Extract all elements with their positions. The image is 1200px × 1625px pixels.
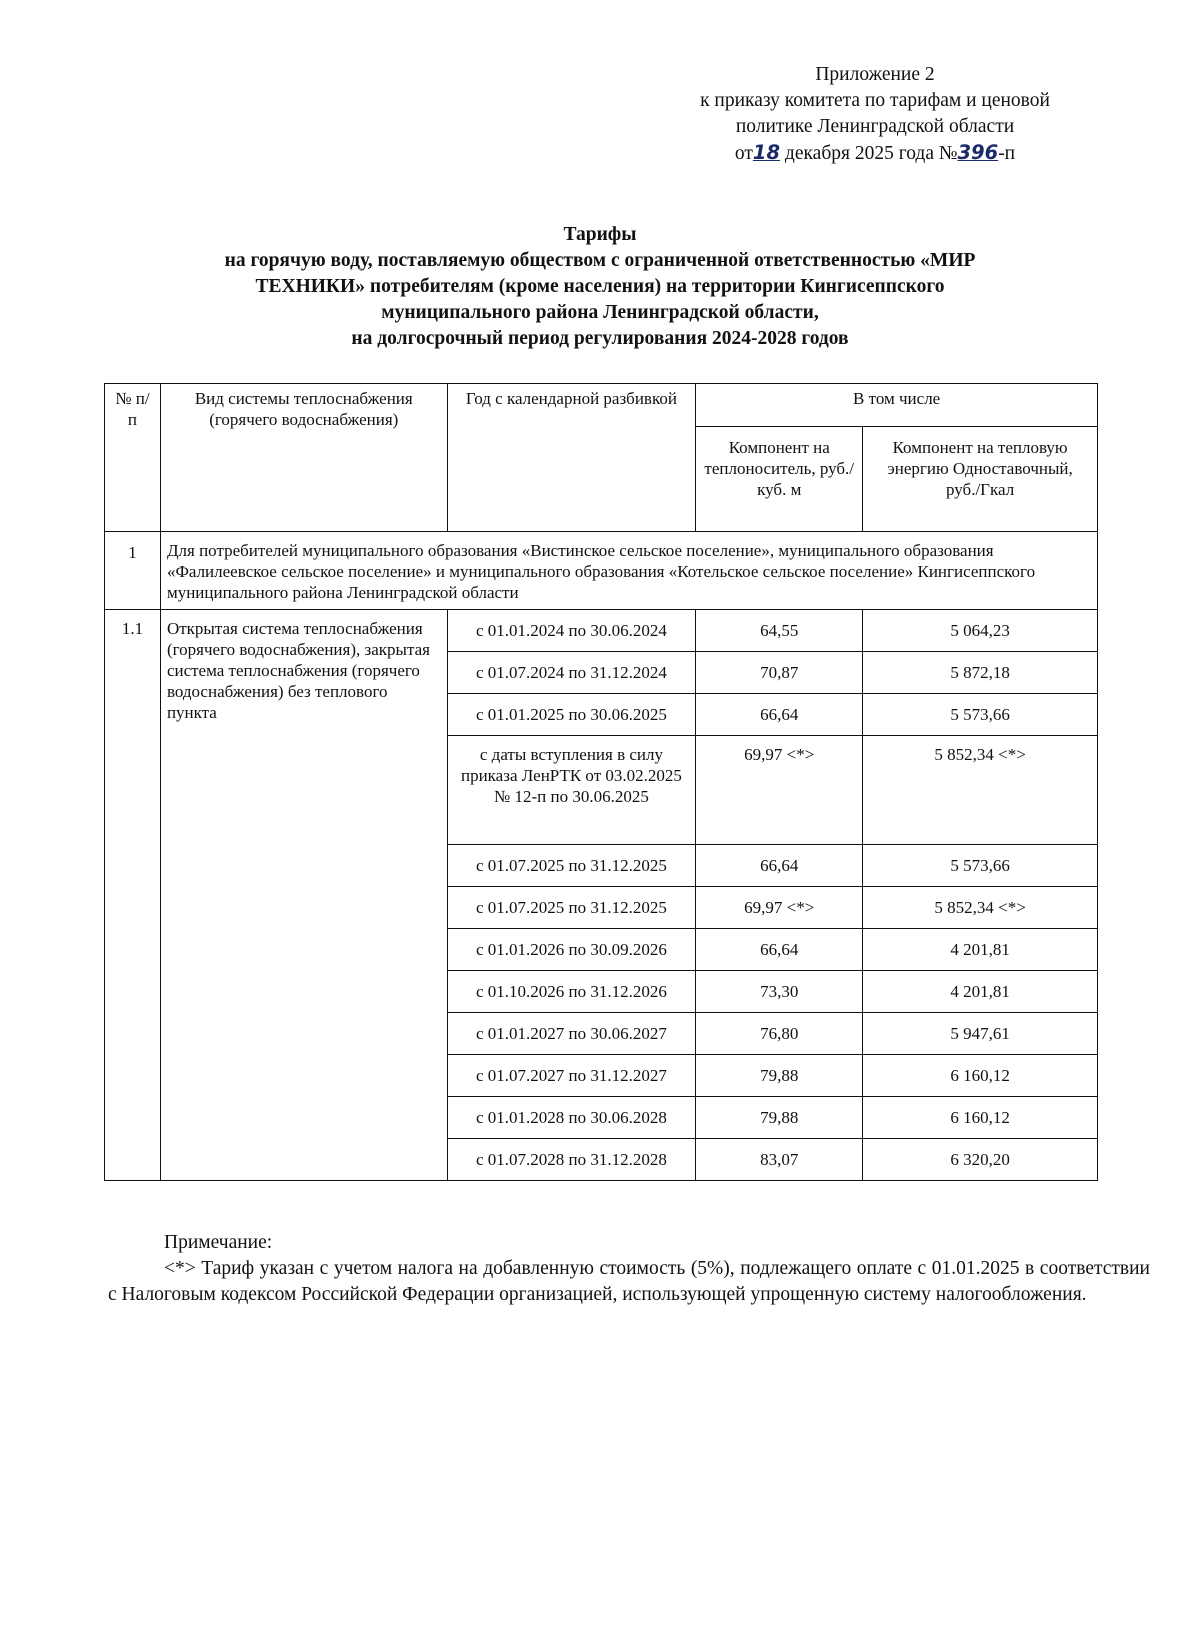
row-period: с даты вступления в силу приказа ЛенРТК от 03.02.2025 № 12-п по 30.06.2025 [447, 736, 696, 845]
row-period: с 01.07.2028 по 31.12.2028 [447, 1139, 696, 1181]
footnote [108, 1230, 1150, 1308]
row-period: с 01.07.2025 по 31.12.2025 [447, 845, 696, 887]
footnote-text: <*> Тариф указан с учетом налога на добавленную стоимость (5%), подлежащего оплате с 01.01.2025 в соответствии с Налоговым кодексом Российской Федерации организацией, использующей упрощенную систему налогообложения. [108, 1258, 1150, 1305]
row-carrier: 66,64 [696, 845, 863, 887]
section-num: 1 [105, 532, 161, 610]
appendix-line-2: к приказу комитета по тарифам и ценовой [700, 90, 1050, 111]
row-carrier: 70,87 [696, 652, 863, 694]
title-line-1: Тарифы [563, 224, 637, 245]
row-period: с 01.01.2026 по 30.09.2026 [447, 929, 696, 971]
subsection-num: 1.1 [105, 610, 161, 1181]
row-energy: 5 947,61 [863, 1013, 1098, 1055]
row-carrier: 79,88 [696, 1097, 863, 1139]
handwritten-day: 18 [752, 141, 781, 164]
section-text: Для потребителей муниципального образования «Вистинское сельское поселение», муниципального образования «Фалилеевское сельское поселение» и муниципального образования «Котельское сельское поселение» Кингисеппского муниципального района Ленинградской области [160, 532, 1097, 610]
row-energy: 5 852,34 <*> [863, 736, 1098, 845]
number-suffix: -п [998, 143, 1016, 164]
row-energy: 5 573,66 [863, 845, 1098, 887]
date-middle: декабря 2025 года № [784, 143, 958, 164]
row-period: с 01.07.2024 по 31.12.2024 [447, 652, 696, 694]
header-component-energy: Компонент на тепловую энергию Одноставочный, руб./Гкал [863, 427, 1098, 532]
title-line-2: на горячую воду, поставляемую обществом с ограниченной ответственностью «МИР [224, 250, 976, 271]
document-title [120, 222, 1080, 352]
title-line-4: муниципального района Ленинградской области, [381, 302, 819, 323]
row-carrier: 66,64 [696, 929, 863, 971]
row-energy: 4 201,81 [863, 971, 1098, 1013]
row-carrier: 64,55 [696, 610, 863, 652]
row-period: с 01.07.2025 по 31.12.2025 [447, 887, 696, 929]
header-year: Год с календарной разбивкой [447, 384, 696, 532]
tariffs-table [104, 383, 1098, 1181]
row-period: с 01.10.2026 по 31.12.2026 [447, 971, 696, 1013]
row-energy: 5 573,66 [863, 694, 1098, 736]
subsection-system: Открытая система теплоснабжения (горячего водоснабжения), закрытая система теплоснабжения (горячего водоснабжения) без теплового пункта [160, 610, 447, 1181]
row-carrier: 69,97 <*> [696, 736, 863, 845]
row-carrier: 66,64 [696, 694, 863, 736]
row-energy: 5 064,23 [863, 610, 1098, 652]
title-line-3: ТЕХНИКИ» потребителям (кроме населения) на территории Кингисеппского [255, 276, 945, 297]
footnote-heading: Примечание: [164, 1232, 273, 1253]
header-system: Вид системы теплоснабжения (горячего водоснабжения) [160, 384, 447, 532]
row-period: с 01.07.2027 по 31.12.2027 [447, 1055, 696, 1097]
header-num: № п/п [105, 384, 161, 532]
title-line-5: на долгосрочный период регулирования 2024-2028 годов [351, 328, 849, 349]
appendix-line-3: политике Ленинградской области [735, 116, 1015, 137]
row-carrier: 76,80 [696, 1013, 863, 1055]
appendix-line-1: Приложение 2 [815, 64, 935, 85]
row-energy: 5 872,18 [863, 652, 1098, 694]
row-carrier: 69,97 <*> [696, 887, 863, 929]
header-including: В том числе [696, 384, 1098, 427]
row-carrier: 79,88 [696, 1055, 863, 1097]
row-period: с 01.01.2027 по 30.06.2027 [447, 1013, 696, 1055]
row-energy: 4 201,81 [863, 929, 1098, 971]
header-component-carrier: Компонент на теплоноситель, руб./куб. м [696, 427, 863, 532]
row-energy: 6 160,12 [863, 1055, 1098, 1097]
row-period: с 01.01.2025 по 30.06.2025 [447, 694, 696, 736]
handwritten-number: 396 [957, 141, 999, 164]
date-prefix: от [734, 143, 753, 164]
row-carrier: 83,07 [696, 1139, 863, 1181]
row-period: с 01.01.2028 по 30.06.2028 [447, 1097, 696, 1139]
row-carrier: 73,30 [696, 971, 863, 1013]
appendix-date-line [610, 140, 1140, 167]
appendix-block [610, 62, 1140, 167]
row-energy: 5 852,34 <*> [863, 887, 1098, 929]
row-energy: 6 320,20 [863, 1139, 1098, 1181]
row-period: с 01.01.2024 по 30.06.2024 [447, 610, 696, 652]
row-energy: 6 160,12 [863, 1097, 1098, 1139]
